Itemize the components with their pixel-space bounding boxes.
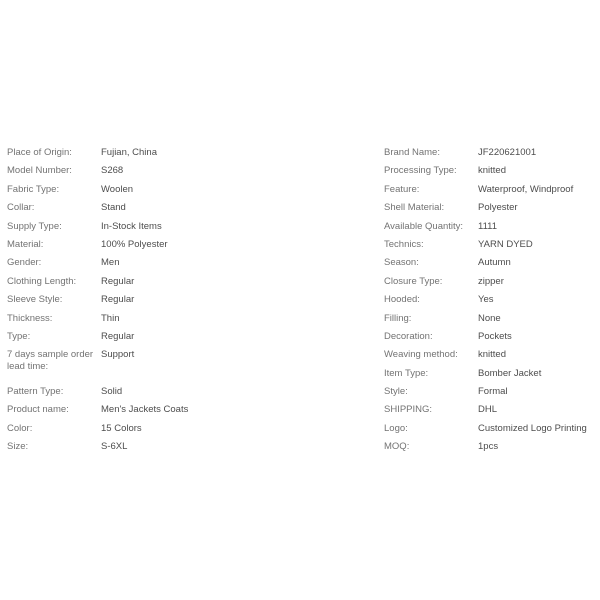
- spec-value: Solid: [101, 386, 123, 398]
- spec-row: [7, 236, 287, 254]
- spec-value: 1111: [478, 220, 498, 232]
- spec-label: Thickness:: [7, 312, 53, 324]
- spec-label: Color:: [7, 422, 33, 434]
- spec-value: 100% Polyester: [101, 238, 168, 250]
- spec-row: [384, 383, 600, 401]
- spec-row: [384, 291, 600, 309]
- spec-row: [7, 273, 287, 291]
- spec-label: Type:: [7, 330, 31, 342]
- spec-row: [7, 218, 287, 236]
- spec-value: YARN DYED: [478, 238, 533, 250]
- spec-value: Regular: [101, 294, 135, 306]
- spec-row: [384, 162, 600, 180]
- spec-label: Item Type:: [384, 367, 429, 379]
- spec-row: [7, 401, 287, 419]
- spec-value: Polyester: [478, 202, 518, 214]
- spec-label: Technics:: [384, 238, 424, 250]
- spec-row: [7, 291, 287, 309]
- spec-label: Sleeve Style:: [7, 294, 63, 306]
- spec-value: JF220621001: [478, 147, 537, 158]
- spec-row: [384, 328, 600, 346]
- spec-label: Model Number:: [7, 165, 72, 177]
- spec-row: [7, 199, 287, 217]
- spec-value: 15 Colors: [101, 422, 142, 434]
- spec-column-left: [7, 144, 287, 457]
- spec-value: Woolen: [101, 183, 134, 195]
- spec-label: Weaving method:: [384, 349, 458, 361]
- spec-value: Waterproof, Windproof: [478, 183, 574, 195]
- spec-row: [7, 181, 287, 199]
- spec-row: [7, 310, 287, 328]
- spec-row: [384, 273, 600, 291]
- spec-label: Brand Name:: [384, 147, 440, 158]
- spec-value: S-6XL: [101, 441, 128, 453]
- spec-value: Fujian, China: [101, 147, 157, 158]
- spec-row: [7, 438, 287, 456]
- spec-row: [384, 401, 600, 419]
- spec-value: None: [478, 312, 501, 324]
- spec-label: SHIPPING:: [384, 404, 433, 416]
- spec-label: MOQ:: [384, 441, 410, 453]
- spec-row: [384, 420, 600, 438]
- spec-label: Place of Origin:: [7, 147, 72, 158]
- spec-label: Season:: [384, 257, 419, 269]
- spec-column-right: [384, 144, 600, 457]
- spec-row: [384, 199, 600, 217]
- spec-label: Hooded:: [384, 294, 420, 306]
- spec-label: Logo:: [384, 422, 408, 434]
- spec-label: Available Quantity:: [384, 220, 464, 232]
- spec-label: Processing Type:: [384, 165, 457, 177]
- spec-label: Collar:: [7, 202, 35, 214]
- spec-label: Decoration:: [384, 330, 433, 342]
- spec-value: Stand: [101, 202, 126, 214]
- spec-value: Support: [101, 349, 135, 361]
- spec-row: [384, 254, 600, 272]
- spec-value: knitted: [478, 165, 506, 177]
- spec-label: Clothing Length:: [7, 275, 77, 287]
- spec-label: Product name:: [7, 404, 69, 416]
- spec-value: Men: [101, 257, 120, 269]
- spec-label: Supply Type:: [7, 220, 62, 232]
- spec-label: Size:: [7, 441, 29, 453]
- spec-label: Feature:: [384, 183, 420, 195]
- spec-value: Customized Logo Printing: [478, 422, 587, 434]
- spec-label: Gender:: [7, 257, 42, 269]
- spec-row: [384, 181, 600, 199]
- spec-value: Formal: [478, 386, 508, 398]
- spec-value: Regular: [101, 275, 135, 287]
- spec-label: Material:: [7, 238, 44, 250]
- spec-row: [7, 144, 287, 162]
- spec-row: [384, 346, 600, 364]
- spec-value: knitted: [478, 349, 506, 361]
- spec-row: [384, 310, 600, 328]
- spec-row: [7, 162, 287, 180]
- spec-label: Pattern Type:: [7, 386, 64, 398]
- spec-label: Shell Material:: [384, 202, 445, 214]
- spec-value: Men's Jackets Coats: [101, 404, 189, 416]
- spec-label: 7 days sample order lead time:: [7, 349, 94, 373]
- spec-label: Filling:: [384, 312, 412, 324]
- spec-row: [384, 438, 600, 456]
- spec-row: [384, 236, 600, 254]
- spec-row: [7, 254, 287, 272]
- spec-value: Yes: [478, 294, 494, 306]
- spec-value: 1pcs: [478, 441, 499, 453]
- spec-value: S268: [101, 165, 124, 177]
- spec-row: [384, 144, 600, 162]
- spec-row: [384, 218, 600, 236]
- spec-value: In-Stock Items: [101, 220, 162, 232]
- spec-value: Thin: [101, 312, 120, 324]
- spec-value: Regular: [101, 330, 135, 342]
- spec-value: DHL: [478, 404, 498, 416]
- spec-value: zipper: [478, 275, 504, 287]
- spec-value: Autumn: [478, 257, 511, 269]
- spec-label: Style:: [384, 386, 408, 398]
- spec-row: [7, 328, 287, 346]
- spec-value: Bomber Jacket: [478, 367, 542, 379]
- spec-value: Pockets: [478, 330, 512, 342]
- spec-row: [7, 346, 287, 383]
- spec-label: Closure Type:: [384, 275, 443, 287]
- spec-row: [7, 383, 287, 401]
- spec-row: [7, 420, 287, 438]
- spec-label: Fabric Type:: [7, 183, 60, 195]
- spec-row: [384, 365, 600, 383]
